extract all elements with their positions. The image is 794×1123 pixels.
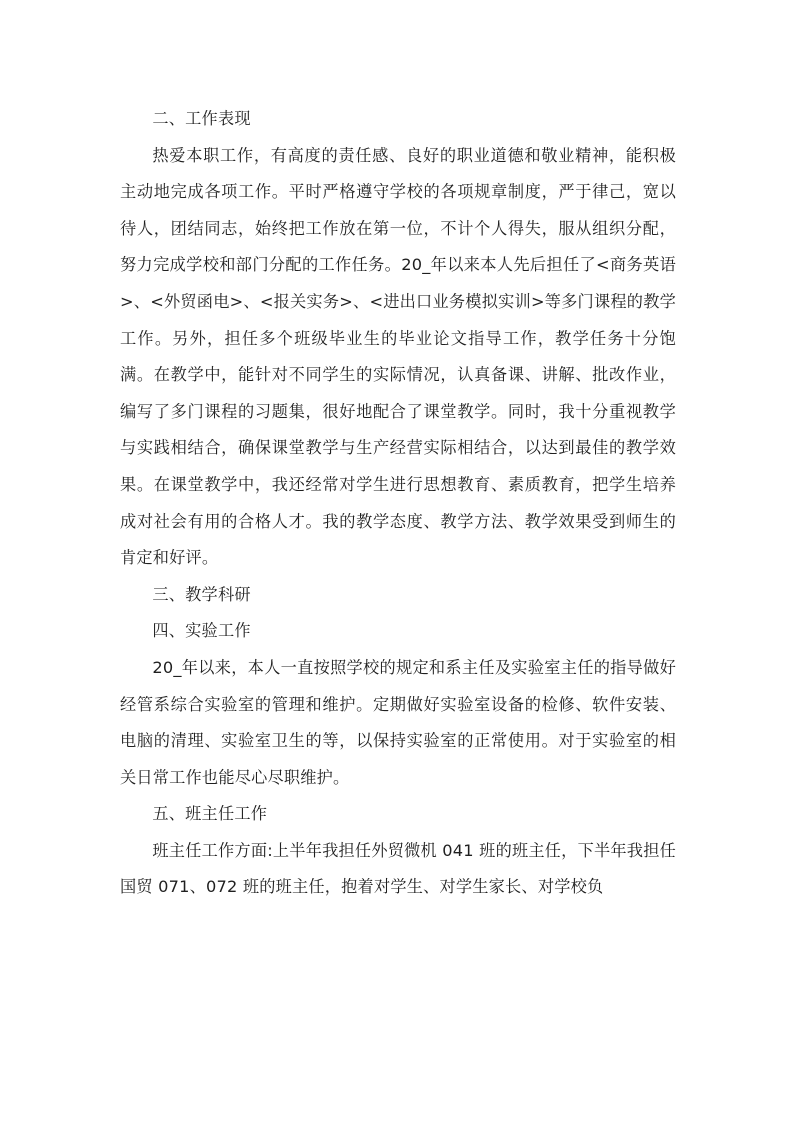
section-heading-lab-work: 四、实验工作 [152, 621, 251, 641]
section-heading-work-performance: 二、工作表现 [152, 109, 251, 128]
paragraph-class-teacher: 班主任工作方面:上半年我担任外贸微机 041 班的班主任，下半年我担任国贸 071、072 班的班主任，抱着对学生、对学生家长、对学校负 [120, 840, 676, 897]
paragraph-work-performance: 热爱本职工作，有高度的责任感、良好的职业道德和敬业精神，能积极主动地完成各项工作。平时严格遵守学校的各项规章制度，严于律己，宽以待人，团结同志，始终把工作放在第一位，不计个人得失，服从组织分配，努力完成学校和部门分配的工作任务。20_年以来本人先后担任了<商务英语>、<外贸函电>、<报关实务>、<进出口业务模拟实训>等多门课程的教学工作。另外，担任多个班级毕业生的毕业论文指导工作，教学任务十分饱满。在教学中，能针对不同学生的实际情况，认真备课、讲解、批改作业，编写了多门课程的习题集，很好地配合了课堂教学。同时，我十分重视教学与实践相结合，确保课堂教学与生产经营实际相结合，以达到最佳的教学效果。在课堂教学中，我还经常对学生进行思想教育、素质教育，把学生培养成对社会有用的合格人才。我的教学态度、教学方法、教学效果受到师生的肯定和好评。 [120, 145, 676, 568]
paragraph-lab-work: 20_年以来，本人一直按照学校的规定和系主任及实验室主任的指导做好经管系综合实验室的管理和维护。定期做好实验室设备的检修、软件安装、电脑的清理、实验室卫生的等，以保持实验室的正常使用。对于实验室的相关日常工作也能尽心尽职维护。 [120, 657, 676, 787]
section-heading-teaching-research: 三、教学科研 [152, 584, 251, 604]
document-body [120, 101, 676, 906]
section-heading-class-teacher: 五、班主任工作 [152, 804, 268, 824]
